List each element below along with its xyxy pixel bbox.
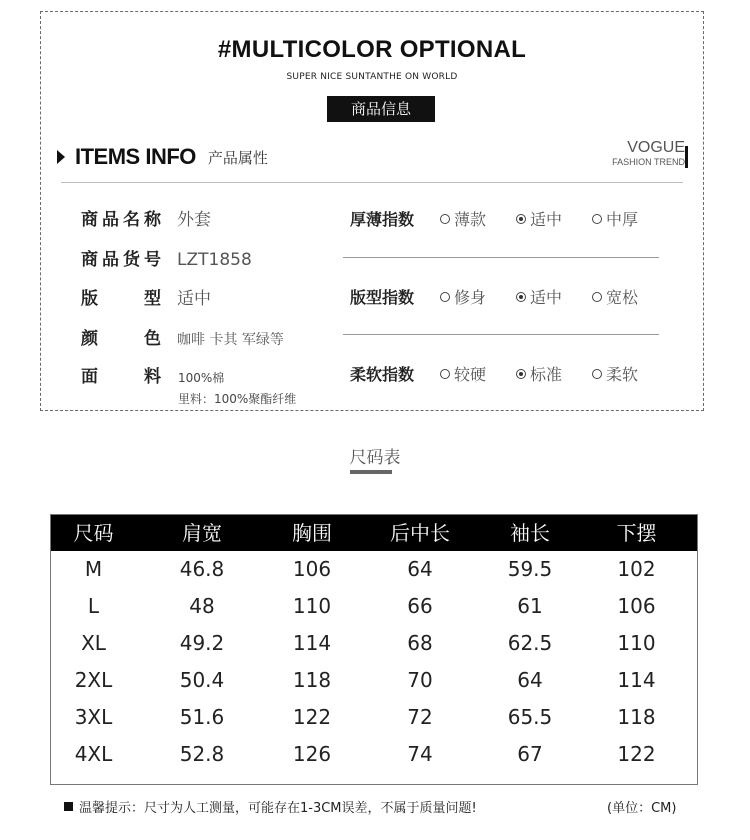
attr-value: 外套 (177, 210, 211, 230)
vogue-mark (612, 140, 685, 168)
size-table (50, 514, 698, 785)
column-header: 下摆 (616, 521, 657, 545)
index-row-softness (350, 362, 668, 385)
radio-empty-icon (440, 369, 450, 379)
table-cell: 74 (407, 742, 433, 766)
table-row (51, 551, 697, 588)
table-cell: 126 (292, 742, 332, 766)
radio-empty-icon (592, 369, 602, 379)
table-cell: 4XL (74, 742, 113, 766)
table-cell: 65.5 (507, 705, 553, 729)
triangle-right-icon (57, 150, 65, 164)
index-row-fit (350, 285, 668, 308)
index-option: 较硬 (440, 362, 502, 385)
radio-empty-icon (440, 214, 450, 224)
fabric-value-line1: 100%棉 (178, 371, 225, 385)
footer-note-text: 温馨提示：尺寸为人工测量，可能存在1-3CM误差，不属于质量问题! (79, 801, 477, 816)
table-cell: 3XL (74, 705, 113, 729)
page-subtitle: SUPER NICE SUNTANTHE ON WORLD (286, 72, 458, 82)
table-cell: 118 (292, 668, 332, 692)
footer-note (64, 797, 477, 816)
index-option: 修身 (440, 285, 502, 308)
index-option: 中厚 (592, 207, 654, 230)
index-key: 柔软指数 (350, 365, 415, 384)
table-row (51, 588, 697, 625)
fabric-value-line2: 里料：100%聚酯纤维 (178, 392, 297, 406)
radio-filled-icon (516, 369, 526, 379)
index-key: 版型指数 (350, 288, 415, 307)
attr-value: 适中 (177, 289, 211, 309)
table-cell: 70 (407, 668, 433, 692)
table-cell: 50.4 (179, 668, 225, 692)
table-row (51, 736, 697, 773)
index-row-thickness (350, 207, 668, 230)
table-cell: 48 (189, 594, 215, 618)
table-cell: 67 (517, 742, 543, 766)
attr-key: 商品货号 (81, 250, 161, 270)
attr-value: LZT1858 (177, 250, 252, 270)
items-info-subtitle: 产品属性 (207, 148, 268, 167)
attr-key: 面料 (81, 367, 161, 387)
vogue-bar (685, 146, 688, 168)
table-cell: 64 (407, 557, 433, 581)
table-cell: 110 (292, 594, 332, 618)
size-chart-underline (350, 470, 392, 474)
attr-row-color (81, 324, 284, 349)
table-cell: 62.5 (507, 631, 553, 655)
table-cell: 106 (617, 594, 656, 618)
table-cell: 52.8 (179, 742, 225, 766)
vogue-subtext: FASHION TREND (612, 157, 685, 167)
table-row (51, 699, 697, 736)
column-header: 胸围 (292, 521, 332, 545)
items-info-title: ITEMS INFO (75, 144, 196, 169)
table-cell: 106 (292, 557, 332, 581)
column-header: 肩宽 (182, 521, 222, 545)
table-row (51, 625, 697, 662)
vogue-word: VOGUE (627, 139, 685, 156)
table-cell: 114 (617, 668, 656, 692)
index-option-selected: 标准 (516, 362, 578, 385)
attr-row-sku (81, 245, 252, 270)
radio-empty-icon (592, 214, 602, 224)
attr-row-fit (81, 284, 211, 309)
attr-key: 商品名称 (81, 210, 161, 230)
table-cell: 72 (407, 705, 433, 729)
attr-value: 咖啡 卡其 军绿等 (177, 332, 284, 348)
table-header (51, 515, 697, 551)
table-cell: 122 (292, 705, 332, 729)
radio-filled-icon (516, 292, 526, 302)
table-cell: 114 (292, 631, 332, 655)
index-option: 柔软 (592, 362, 654, 385)
table-cell: 59.5 (507, 557, 553, 581)
column-header: 后中长 (390, 521, 450, 545)
column-header: 尺码 (73, 521, 114, 545)
table-cell: 110 (617, 631, 656, 655)
table-cell: 68 (407, 631, 433, 655)
table-cell: XL (81, 631, 106, 655)
attr-key: 颜色 (81, 329, 161, 349)
divider (343, 334, 659, 335)
attr-row-fabric (81, 362, 161, 387)
items-info-heading (57, 144, 268, 170)
table-cell: 102 (617, 557, 656, 581)
table-cell: 46.8 (179, 557, 225, 581)
table-cell: 64 (517, 668, 543, 692)
radio-filled-icon (516, 214, 526, 224)
radio-empty-icon (592, 292, 602, 302)
table-cell: M (84, 557, 103, 581)
table-cell: 122 (617, 742, 656, 766)
footer-unit: (单位：CM) (607, 801, 677, 816)
square-bullet-icon (64, 802, 73, 811)
divider (61, 182, 683, 183)
table-cell: 66 (407, 594, 433, 618)
product-info-panel (40, 11, 704, 411)
attr-key: 版型 (81, 289, 161, 309)
table-row (51, 662, 697, 699)
table-cell: L (87, 594, 100, 618)
page-title: #MULTICOLOR OPTIONAL (217, 36, 527, 63)
table-cell: 2XL (74, 668, 113, 692)
table-cell: 61 (517, 594, 543, 618)
index-option: 薄款 (440, 207, 502, 230)
column-header: 袖长 (510, 521, 550, 545)
size-chart-label: 尺码表 (349, 448, 401, 468)
index-key: 厚薄指数 (350, 210, 415, 229)
radio-empty-icon (440, 292, 450, 302)
table-cell: 49.2 (179, 631, 225, 655)
attr-row-name (81, 205, 211, 230)
table-cell: 118 (617, 705, 656, 729)
table-cell: 51.6 (179, 705, 225, 729)
section-badge: 商品信息 (327, 96, 435, 122)
divider (343, 257, 659, 258)
index-option-selected: 适中 (516, 285, 578, 308)
index-option-selected: 适中 (516, 207, 578, 230)
index-option: 宽松 (592, 285, 654, 308)
